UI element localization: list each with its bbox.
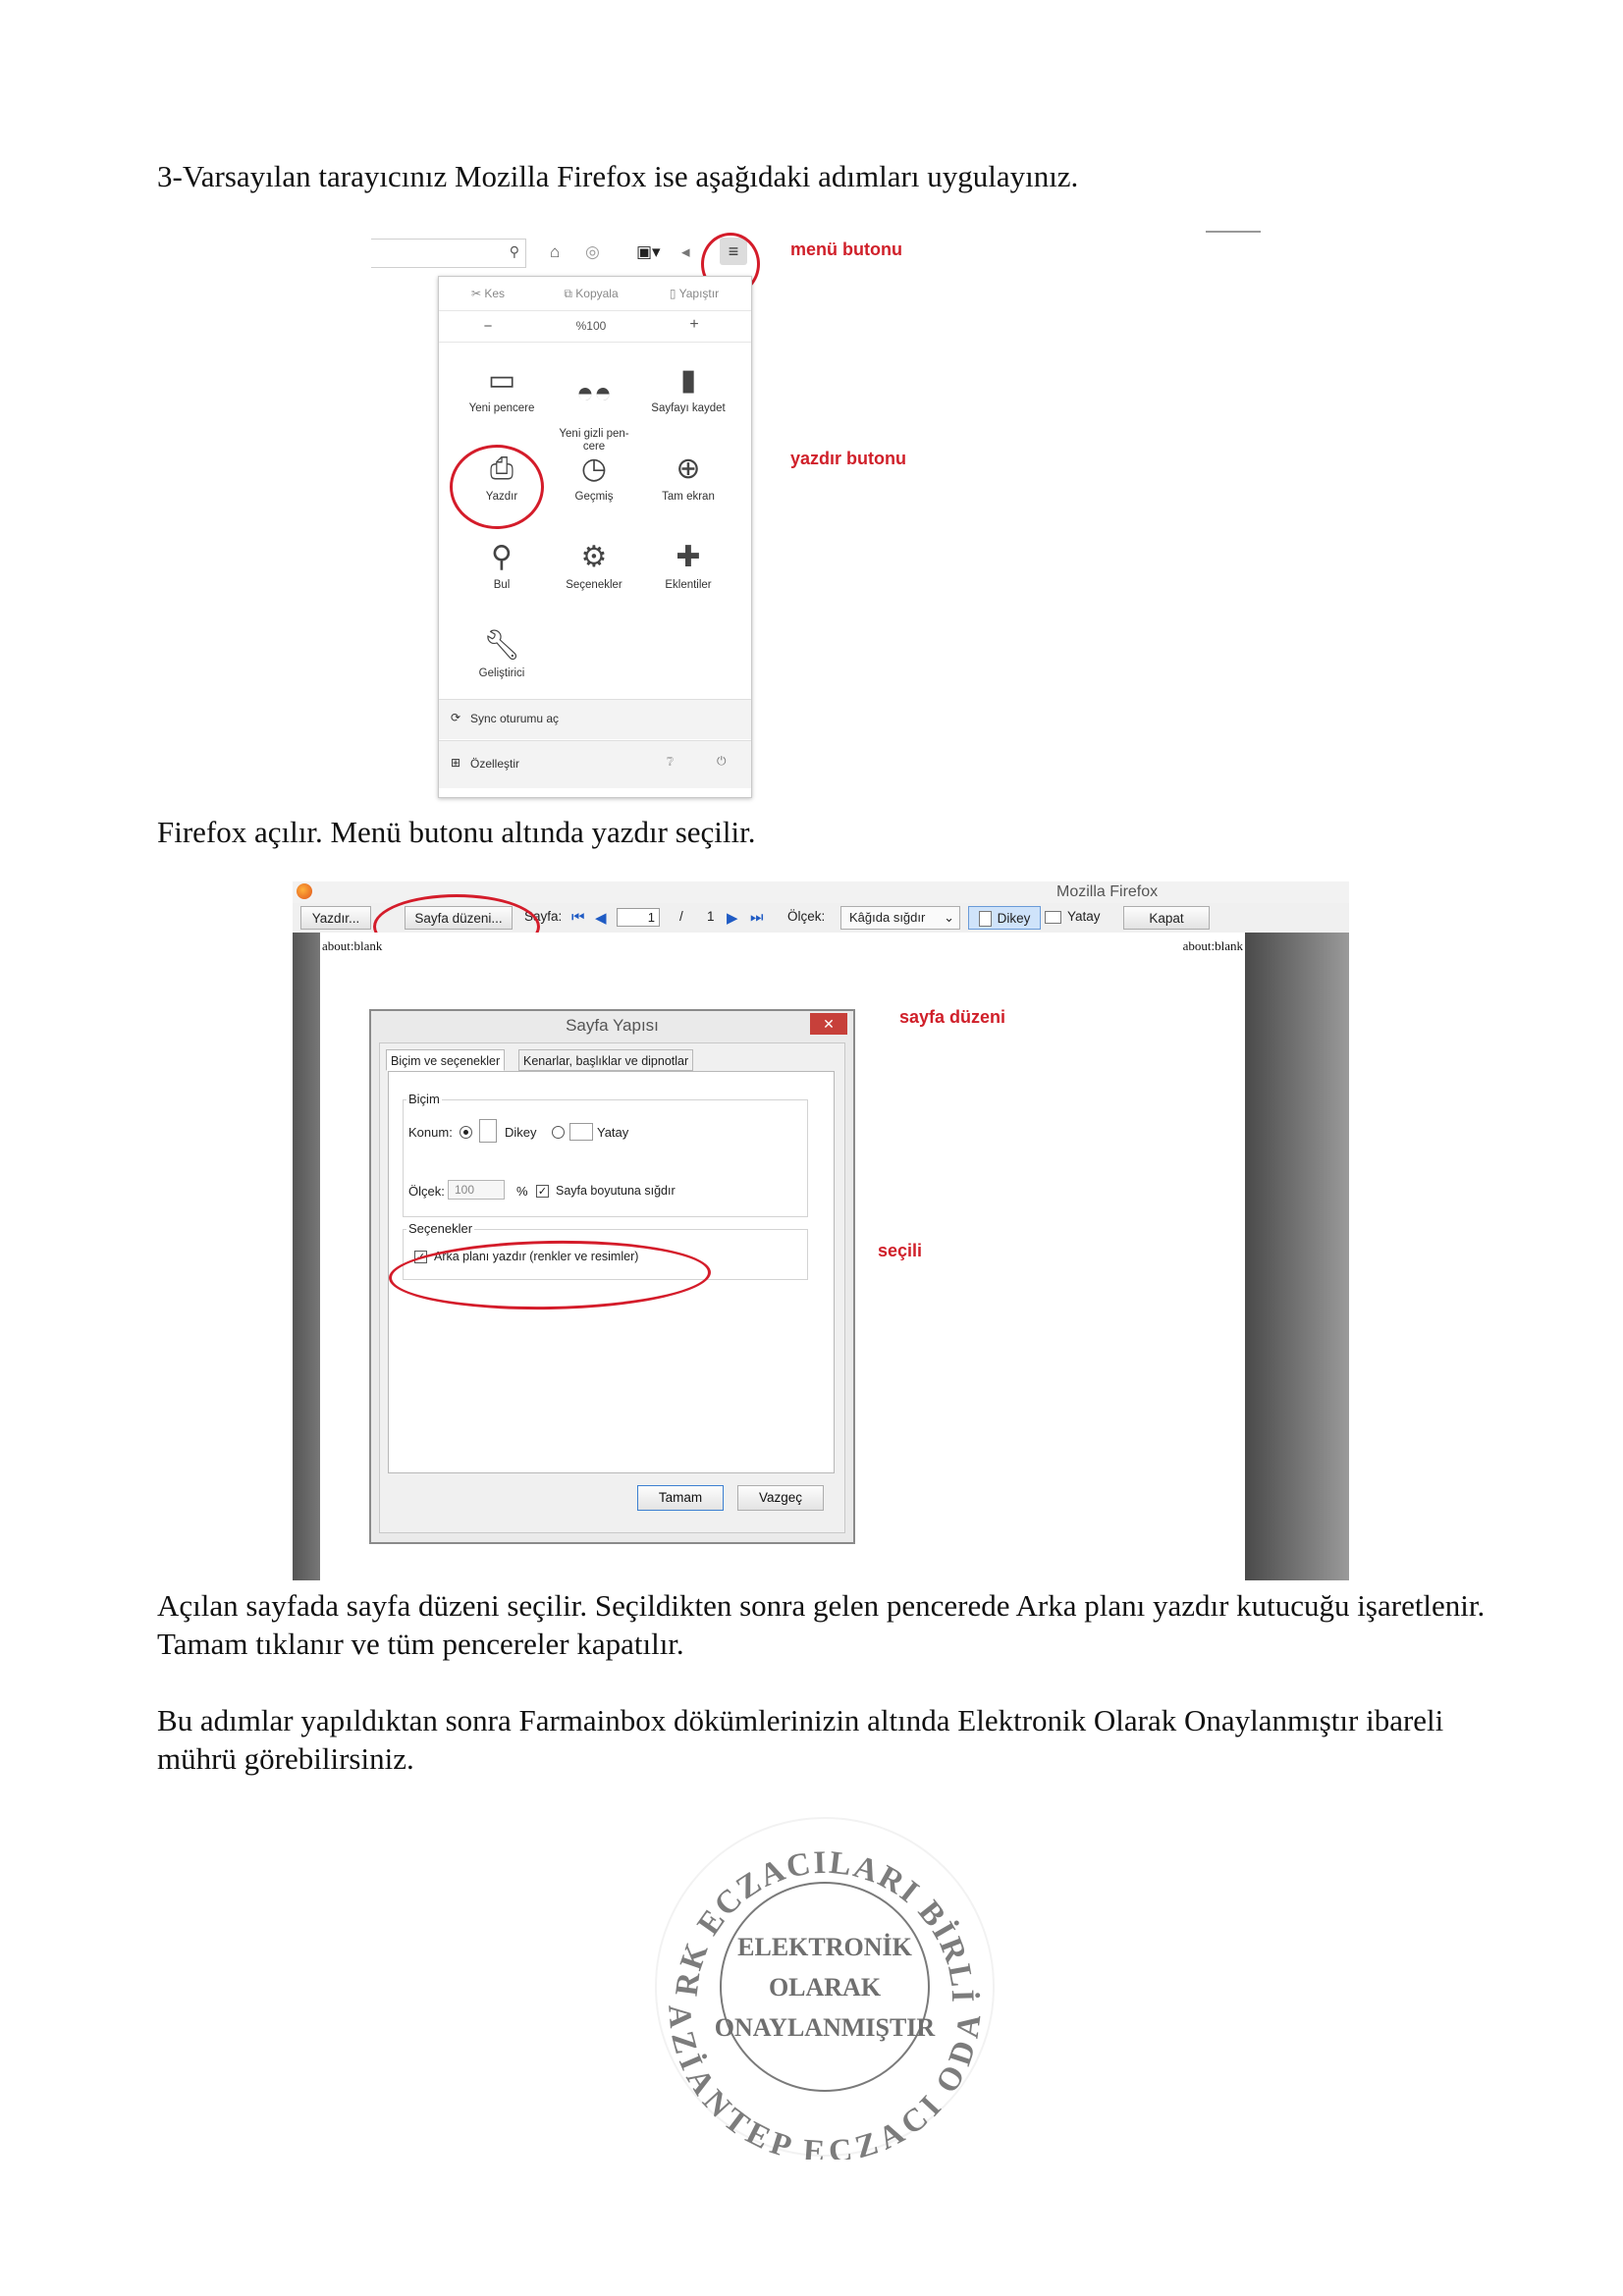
step-heading: 3-Varsayılan tarayıcınız Mozilla Firefox ise aşağıdaki adımları uygulayınız.: [157, 159, 1079, 193]
tab-format-options[interactable]: Biçim ve seçenekler: [386, 1049, 505, 1071]
paste-button[interactable]: [645, 287, 743, 300]
tab-margins-headers[interactable]: Kenarlar, başlıklar ve dipnotlar: [518, 1049, 693, 1071]
closing-text: Bu adımlar yapıldıktan sonra Farmainbox dökümlerinizin altında Elektronik Olarak Onaylanmıştır ibareli mührü görebilirsiniz.: [157, 1703, 1444, 1776]
landscape-radio[interactable]: [552, 1126, 565, 1139]
dialog-title: Sayfa Yapısı: [566, 1016, 659, 1035]
window-icon: ▭: [487, 364, 516, 397]
customize-button[interactable]: Özelleştir: [470, 757, 520, 771]
sync-row[interactable]: [439, 699, 751, 739]
menu-item-label: Bul: [493, 579, 511, 591]
chevron-down-icon: ⌄: [944, 910, 954, 925]
copy-button[interactable]: [547, 287, 635, 301]
page-header-right: about:blank: [1182, 938, 1243, 953]
menu-item-label: Yeni gizli pen- cere: [559, 428, 629, 453]
landscape-label: Yatay: [597, 1125, 629, 1140]
portrait-radio[interactable]: [460, 1126, 472, 1139]
portrait-label: Dikey: [505, 1125, 537, 1140]
page-total: 1: [707, 909, 715, 924]
last-page-icon[interactable]: ⏭: [750, 909, 764, 926]
magnifier-icon: ⚲: [491, 541, 513, 573]
plus-icon: ⊞: [451, 756, 461, 770]
dialog-close-button[interactable]: ✕: [810, 1013, 847, 1035]
seal-line-3: ONAYLANMIŞTIR: [714, 2013, 936, 2042]
annotation-selected: seçili: [878, 1241, 923, 1260]
preview-margin-right: [1245, 933, 1349, 1580]
menu-item-label: Yazdır: [485, 491, 518, 503]
scale-unit: %: [516, 1184, 528, 1199]
scissors-icon: ✂: [470, 287, 485, 300]
print-background-checkbox[interactable]: ✓: [415, 1252, 426, 1263]
history-icon[interactable]: ◎: [585, 242, 600, 261]
power-icon[interactable]: ⏻: [717, 754, 727, 768]
after-menu-text: Firefox açılır. Menü butonu altında yazdır seçilir.: [157, 815, 756, 849]
edit-row: [439, 277, 751, 311]
prev-page-icon[interactable]: ◀: [595, 910, 607, 927]
clock-icon: ◷: [580, 453, 608, 485]
landscape-label: Yatay: [1067, 909, 1101, 924]
options-group-title: Seçenekler: [408, 1221, 473, 1236]
landscape-toggle[interactable]: [1045, 909, 1101, 924]
cut-label: Kes: [484, 287, 506, 300]
scale-label: Ölçek:: [787, 909, 826, 924]
format-group-title: Biçim: [408, 1092, 440, 1106]
copy-icon: ⧉: [564, 287, 576, 300]
shrink-to-fit-label: Sayfa boyutuna sığdır: [556, 1184, 676, 1198]
menu-item-private-window[interactable]: [547, 363, 641, 454]
paste-icon: ▯: [669, 287, 679, 300]
after-setup-text: Açılan sayfada sayfa düzeni seçilir. Seçildikten sonra gelen pencerede Arka planı yazdır kutucuğu işaretlenir. Tamam tıklanır ve tüm pencereler kapatılır.: [157, 1588, 1486, 1661]
seal-line-1: ELEKTRONİK: [737, 1933, 912, 1961]
wrench-icon: 🔧︎: [482, 629, 521, 662]
reader-icon[interactable]: ◂: [681, 242, 690, 261]
print-background-label: Arka planı yazdır (renkler ve resimler): [434, 1250, 639, 1263]
url-bar[interactable]: [371, 239, 526, 268]
menu-item-save-page[interactable]: [641, 363, 735, 415]
landscape-doc-icon: [569, 1123, 593, 1141]
cancel-button[interactable]: Vazgeç: [737, 1485, 824, 1511]
sync-icon: ⟳: [451, 711, 461, 724]
print-item-highlight: [450, 445, 544, 529]
copy-label: Kopyala: [575, 287, 619, 300]
scale-select-value: Kâğıda sığdır: [849, 910, 926, 925]
zoom-out-button[interactable]: −: [483, 318, 493, 335]
annotation-page-setup: sayfa düzeni: [899, 1007, 1006, 1027]
customize-row: [439, 740, 751, 788]
menu-item-new-window[interactable]: [455, 363, 549, 415]
paste-label: Yapıştır: [678, 287, 720, 300]
menu-item-addons[interactable]: [641, 540, 735, 592]
print-preview-screenshot: [293, 881, 1349, 1580]
portrait-label: Dikey: [997, 911, 1031, 926]
menu-item-developer[interactable]: [455, 628, 549, 680]
orientation-label: Konum:: [408, 1125, 453, 1140]
mask-icon: ◓◓: [575, 377, 613, 409]
page-icon: ▮: [679, 364, 697, 397]
preview-margin-left: [293, 933, 320, 1580]
menu-item-label: Eklentiler: [665, 579, 712, 591]
seal-line-2: OLARAK: [768, 1973, 882, 2002]
seal-outer-top-text: RK ECZACILARI BİRLİ: [669, 1844, 981, 2005]
menu-item-options[interactable]: [547, 540, 641, 592]
page-setup-button[interactable]: Sayfa düzeni...: [405, 906, 513, 930]
ok-button[interactable]: Tamam: [637, 1485, 724, 1511]
zoom-reset-button[interactable]: %100: [575, 319, 607, 333]
portrait-doc-icon: [479, 1119, 497, 1143]
seal-graphic: [652, 1814, 998, 2160]
approval-seal: [652, 1814, 998, 2160]
downloads-icon[interactable]: ▣▾: [636, 242, 661, 261]
sync-label: Sync oturumu aç: [470, 712, 560, 725]
menu-item-label: Geliştirici: [478, 667, 525, 679]
printer-icon: ⎙: [490, 453, 514, 485]
menu-item-label: Sayfayı kaydet: [651, 402, 726, 414]
scale-input[interactable]: [448, 1180, 505, 1200]
fullscreen-icon: ⊕: [676, 453, 701, 485]
scale-label: Ölçek:: [408, 1184, 445, 1199]
menu-item-label: Geçmiş: [574, 491, 614, 503]
seal-outer-bottom-text: AZİANTEP ECZACI ODA: [661, 2002, 989, 2160]
zoom-row: [439, 310, 751, 343]
firefox-menu-panel: [438, 276, 752, 798]
search-icon: ⚲: [509, 243, 519, 259]
format-group: [403, 1099, 808, 1217]
print-button[interactable]: Yazdır...: [300, 906, 371, 930]
help-icon[interactable]: ❔︎: [667, 755, 675, 769]
zoom-in-button[interactable]: +: [689, 316, 699, 333]
first-page-icon[interactable]: ⏮: [571, 909, 585, 926]
gear-icon: ⚙: [580, 541, 608, 573]
radio-dot: [463, 1130, 468, 1135]
menu-item-fullscreen[interactable]: [641, 452, 735, 504]
menu-item-find[interactable]: [455, 540, 549, 592]
close-preview-button[interactable]: Kapat: [1123, 906, 1210, 930]
menu-button[interactable]: ≡: [720, 238, 747, 265]
next-page-icon[interactable]: ▶: [727, 910, 738, 927]
page-header-left: about:blank: [322, 938, 383, 953]
scale-input-value: 100: [455, 1183, 475, 1197]
menu-item-history[interactable]: [547, 452, 641, 504]
home-icon[interactable]: ⌂: [550, 242, 561, 261]
page-label: Sayfa:: [524, 909, 563, 924]
page-number-input[interactable]: [617, 908, 660, 927]
window-title: Mozilla Firefox: [1056, 883, 1159, 900]
annotation-menu-button: menü butonu: [790, 240, 902, 259]
portrait-toggle[interactable]: [968, 906, 1041, 930]
annotation-print-button: yazdır butonu: [790, 449, 906, 468]
cut-button[interactable]: [449, 287, 527, 300]
scale-select[interactable]: [840, 906, 960, 930]
menu-item-label: Seçenekler: [566, 579, 622, 591]
separator-line: [1206, 231, 1261, 233]
menu-item-label: Yeni pencere: [468, 402, 535, 414]
firefox-menu-screenshot: [371, 229, 784, 798]
menu-item-label: Tam ekran: [662, 491, 715, 503]
page-separator: /: [679, 909, 683, 924]
firefox-logo-icon: [297, 883, 312, 899]
puzzle-icon: ✚: [676, 541, 701, 573]
page-current: 1: [647, 910, 655, 925]
shrink-to-fit-checkbox[interactable]: ✓: [537, 1186, 548, 1198]
portrait-page-icon: [979, 911, 992, 927]
landscape-page-icon: [1045, 911, 1061, 924]
